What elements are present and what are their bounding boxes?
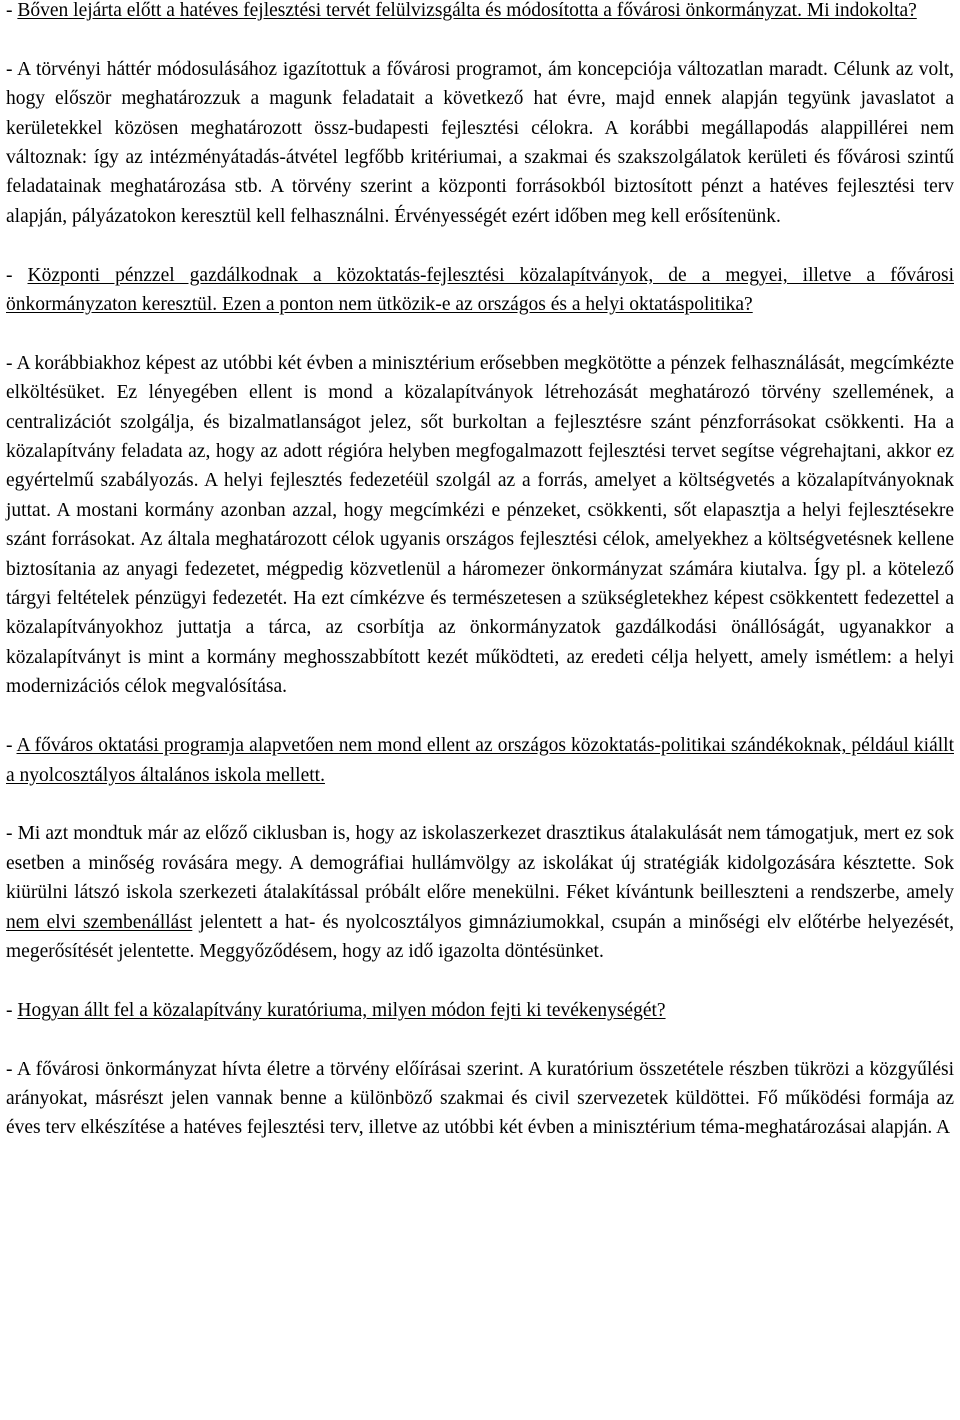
question-text-underlined: Hogyan állt fel a közalapítvány kuratóriuma, milyen módon fejti ki tevékenységét? bbox=[17, 999, 666, 1021]
question-paragraph-2 bbox=[6, 261, 954, 320]
answer-paragraph-4 bbox=[6, 1055, 954, 1143]
question-text-underlined: Központi pénzzel gazdálkodnak a közoktatás-fejlesztési közalapítványok, de a megyei, illetve a fővárosi önkormányzaton keresztül. Ezen a ponton nem ütközik-e az országos és a helyi oktatáspolitika? bbox=[6, 264, 954, 316]
answer-paragraph-2 bbox=[6, 349, 954, 702]
question-dash: - bbox=[6, 999, 18, 1021]
answer-text: - A korábbiakhoz képest az utóbbi két évben a minisztérium erősebben megkötötte a pénzek felhasználását, megcímkézte elköltésüket. Ez lényegében ellent is mond a közalapítványok létrehozását meghatározó törvény szellemének, a centralizációt szolgálja, és bizalmatlanságot jelez, sőt burkoltan a fejlesztésre szánt pénzforrásokat csökkenti. Ha a közalapítvány feladata az, hogy az adott régióra helyben megfogalmazott fejlesztési tervet segítse végrehajtani, akkor ez egyértelmű szabályozás. A helyi fejlesztés fedezetéül szolgál az a forrás, amelyet a költségvetés a közalapítványoknak juttat. A mostani kormány azonban azzal, hogy megcímkézi e pénzeket, csökkenti, sőt elapasztja a helyi fejlesztésekre szánt forrásokat. Az általa meghatározott célok ugyanis országos fejlesztési célok, amelyekhez a költségvetésnek kellene biztosítania az anyagi fedezetet, mégpedig közvetlenül a háromezer önkormányzat számára kiutalva. Így pl. a kötelező tárgyi feltételek pénzügyi fedezetét. Ha ezt címkézve és természetesen a szükségletekhez képest csökkentett fedezettel a közalapítványokhoz juttatja a tárca, az csorbítja az önkormányzatok gazdálkodási önállóságát, ugyanakkor a közalapítványt is mint a kormány meghosszabbított kezét működteti, az eredeti célja helyett, amely ismétlem: a helyi modernizációs célok megvalósítása. bbox=[6, 352, 954, 698]
question-dash: - bbox=[6, 264, 28, 286]
answer-text: - A fővárosi önkormányzat hívta életre a törvény előírásai szerint. A kuratórium összetétele részben tükrözi a közgyűlési arányokat, másrészt jelen vannak benne a különböző szakmai és civil szervezetek küldöttei. Fő működési formája az éves terv elkészítése a hatéves fejlesztési terv, illetve az utóbbi két évben a minisztérium téma-meghatározásai alapján. A bbox=[6, 1058, 954, 1139]
question-paragraph-1 bbox=[6, 0, 954, 25]
answer-text-underlined: nem elvi szembenállást bbox=[6, 911, 193, 933]
answer-text: - Mi azt mondtuk már az előző ciklusban is, hogy az iskolaszerkezet drasztikus átalakulását nem támogatjuk, mert ez sok esetben a minőség rovására megy. A demográfiai hullámvölgy az iskolákat új stratégiák kidolgozására késztette. Sok kiürülni látszó iskola szerkezeti átalakítással próbált előre menekülni. Féket kívántunk beilleszteni a rendszerbe, amely bbox=[6, 823, 954, 904]
answer-paragraph-3 bbox=[6, 819, 954, 966]
question-dash: - bbox=[6, 735, 17, 757]
question-dash: - bbox=[6, 0, 18, 21]
question-paragraph-3 bbox=[6, 731, 954, 790]
answer-text: - A törvényi háttér módosulásához igazítottuk a fővárosi programot, ám koncepciója változatlan maradt. Célunk az volt, hogy először meghatározzuk a magunk feladatait a következő hat évre, majd ennek alapján tegyünk javaslatot a kerületekkel közösen meghatározott össz-budapesti fejlesztési célokra. A korábbi megállapodás alappillérei nem változnak: így az intézményátadás-átvétel legfőbb kritériumai, a szakmai és szakszolgálatok kerületi és fővárosi szintű feladatainak meghatározása stb. A törvény szerint a központi forrásokból biztosított pénzt a hatéves fejlesztési terv alapján, pályázatokon keresztül kell felhasználni. Érvényességét ezért időben meg kell erősítenünk. bbox=[6, 58, 954, 227]
answer-text: jelentett a hat- és nyolcosztályos gimnáziumokkal, csupán a minőségi elv előtérbe helyezését, megerősítését jelentette. Meggyőződésem, hogy az idő igazolta döntésünket. bbox=[6, 911, 954, 962]
question-paragraph-4 bbox=[6, 996, 954, 1025]
question-text-underlined: Bőven lejárta előtt a hatéves fejlesztési tervét felülvizsgálta és módosította a fővárosi önkormányzat. Mi indokolta? bbox=[17, 0, 917, 21]
question-text-underlined: A főváros oktatási programja alapvetően nem mond ellent az országos közoktatás-politikai szándékoknak, például kiállt a nyolcosztályos általános iskola mellett. bbox=[6, 735, 954, 786]
answer-paragraph-1 bbox=[6, 55, 954, 231]
